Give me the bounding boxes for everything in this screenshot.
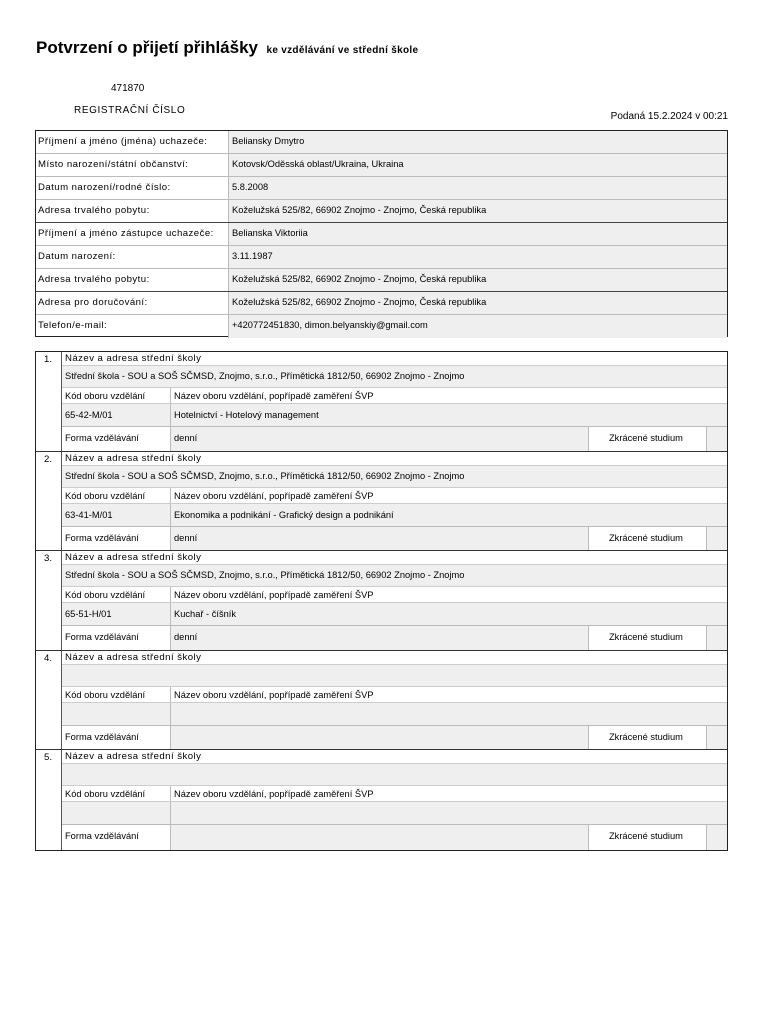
school-number: 3.	[36, 551, 62, 650]
school-heading: Název a adresa střední školy	[65, 452, 202, 464]
applicant-label: Místo narození/státní občanství:	[36, 154, 229, 176]
form-value: denní	[171, 427, 589, 451]
form-label: Forma vzdělávání	[62, 427, 171, 451]
school-heading: Název a adresa střední školy	[65, 651, 202, 663]
form-row	[62, 526, 727, 551]
code-label: Kód oboru vzdělání	[62, 687, 171, 702]
form-row	[62, 824, 727, 850]
applicant-label: Datum narození:	[36, 246, 229, 268]
form-value	[171, 825, 589, 850]
school-number: 1.	[36, 352, 62, 451]
applicant-value: 5.8.2008	[229, 177, 727, 199]
applicant-value: Belianska Viktoriia	[229, 223, 727, 245]
applicant-value: Koželužská 525/82, 66902 Znojmo - Znojmo, Česká republika	[229, 200, 727, 222]
field-header-row	[62, 586, 727, 602]
applicant-value: Koželužská 525/82, 66902 Znojmo - Znojmo, Česká republika	[229, 269, 727, 291]
shortened-study-label: Zkrácené studium	[589, 726, 707, 750]
field-code	[62, 703, 171, 725]
applicant-table	[35, 130, 728, 337]
shortened-study-value	[707, 626, 727, 650]
code-label: Kód oboru vzdělání	[62, 587, 171, 602]
school-name	[62, 664, 727, 686]
registration-number: 471870	[111, 83, 145, 94]
applicant-value: 3.11.1987	[229, 246, 727, 268]
applicant-label: Adresa pro doručování:	[36, 292, 229, 314]
form-label: Forma vzdělávání	[62, 825, 171, 850]
applicant-label: Adresa trvalého pobytu:	[36, 269, 229, 291]
applicant-row	[36, 292, 727, 315]
applicant-row	[36, 315, 727, 338]
applicant-row	[36, 269, 727, 292]
applicant-label: Příjmení a jméno (jména) uchazeče:	[36, 131, 229, 153]
applicant-row	[36, 200, 727, 223]
code-label: Kód oboru vzdělání	[62, 786, 171, 801]
shortened-study-label: Zkrácené studium	[589, 427, 707, 451]
school-name: Střední škola - SOU a SOŠ SČMSD, Znojmo, s.r.o., Přímětická 1812/50, 66902 Znojmo - Znojmo	[62, 564, 727, 586]
school-block	[36, 352, 727, 452]
field-value-row	[62, 801, 727, 824]
document-title: Potvrzení o přijetí přihlášky	[36, 38, 259, 57]
field-header-row	[62, 387, 727, 403]
field-name	[171, 802, 727, 824]
field-header-row	[62, 487, 727, 503]
school-block	[36, 750, 727, 850]
registration-label: REGISTRAČNÍ ČÍSLO	[74, 105, 186, 116]
field-code	[62, 802, 171, 824]
shortened-study-value	[707, 726, 727, 750]
field-name: Kuchař - číšník	[174, 609, 237, 620]
form-row	[62, 625, 727, 650]
schools-table	[35, 351, 728, 851]
school-heading: Název a adresa střední školy	[65, 751, 202, 763]
document-subtitle: ke vzdělávání ve střední škole	[266, 45, 419, 56]
school-block	[36, 551, 727, 651]
form-row	[62, 725, 727, 750]
shortened-study-label: Zkrácené studium	[589, 825, 707, 850]
shortened-study-value	[707, 527, 727, 551]
field-label: Název oboru vzdělání, popřípadě zaměření ŠVP	[174, 689, 374, 700]
applicant-row	[36, 154, 727, 177]
submitted-date: Podaná 15.2.2024 v 00:21	[610, 111, 728, 122]
field-label: Název oboru vzdělání, popřípadě zaměření ŠVP	[174, 590, 374, 601]
school-name: Střední škola - SOU a SOŠ SČMSD, Znojmo, s.r.o., Přímětická 1812/50, 66902 Znojmo - Znojmo	[62, 365, 727, 387]
shortened-study-label: Zkrácené studium	[589, 527, 707, 551]
code-label: Kód oboru vzdělání	[62, 388, 171, 403]
field-value-row	[62, 403, 727, 426]
field-label: Název oboru vzdělání, popřípadě zaměření ŠVP	[174, 490, 374, 501]
applicant-label: Datum narození/rodné číslo:	[36, 177, 229, 199]
field-header-row	[62, 785, 727, 801]
form-label: Forma vzdělávání	[62, 726, 171, 750]
shortened-study-label: Zkrácené studium	[589, 626, 707, 650]
applicant-row	[36, 177, 727, 200]
school-block	[36, 452, 727, 552]
code-label: Kód oboru vzdělání	[62, 488, 171, 503]
field-name: Ekonomika a podnikání - Grafický design a podnikání	[174, 509, 394, 520]
form-row	[62, 426, 727, 451]
applicant-value: Beliansky Dmytro	[229, 131, 727, 153]
page-title	[36, 38, 418, 58]
shortened-study-value	[707, 825, 727, 850]
form-label: Forma vzdělávání	[62, 527, 171, 551]
applicant-label: Příjmení a jméno zástupce uchazeče:	[36, 223, 229, 245]
field-code: 63-41-M/01	[62, 504, 171, 526]
applicant-label: Adresa trvalého pobytu:	[36, 200, 229, 222]
form-value: denní	[171, 626, 589, 650]
field-value-row	[62, 602, 727, 625]
applicant-value: Kotovsk/Oděsská oblast/Ukraina, Ukraina	[229, 154, 727, 176]
field-label: Název oboru vzdělání, popřípadě zaměření ŠVP	[174, 391, 374, 401]
school-number: 4.	[36, 651, 62, 750]
applicant-value: Koželužská 525/82, 66902 Znojmo - Znojmo, Česká republika	[229, 292, 727, 314]
school-number: 2.	[36, 452, 62, 551]
field-code: 65-42-M/01	[62, 404, 171, 426]
form-value	[171, 726, 589, 750]
form-value: denní	[171, 527, 589, 551]
school-name: Střední škola - SOU a SOŠ SČMSD, Znojmo, s.r.o., Přímětická 1812/50, 66902 Znojmo - Znojmo	[62, 465, 727, 487]
applicant-row	[36, 246, 727, 269]
applicant-row	[36, 223, 727, 246]
applicant-label: Telefon/e-mail:	[36, 315, 229, 338]
form-label: Forma vzdělávání	[62, 626, 171, 650]
school-name	[62, 763, 727, 785]
field-value-row	[62, 702, 727, 725]
field-name	[171, 703, 727, 725]
school-block	[36, 651, 727, 751]
field-value-row	[62, 503, 727, 526]
applicant-row	[36, 131, 727, 154]
field-header-row	[62, 686, 727, 702]
school-heading: Název a adresa střední školy	[65, 353, 202, 364]
school-heading: Název a adresa střední školy	[65, 552, 202, 564]
applicant-value: +420772451830, dimon.belyanskiy@gmail.com	[229, 315, 727, 338]
field-label: Název oboru vzdělání, popřípadě zaměření ŠVP	[174, 789, 374, 800]
field-code: 65-51-H/01	[62, 603, 171, 625]
field-name: Hotelnictví - Hotelový management	[174, 410, 319, 420]
school-number: 5.	[36, 750, 62, 850]
shortened-study-value	[707, 427, 727, 451]
